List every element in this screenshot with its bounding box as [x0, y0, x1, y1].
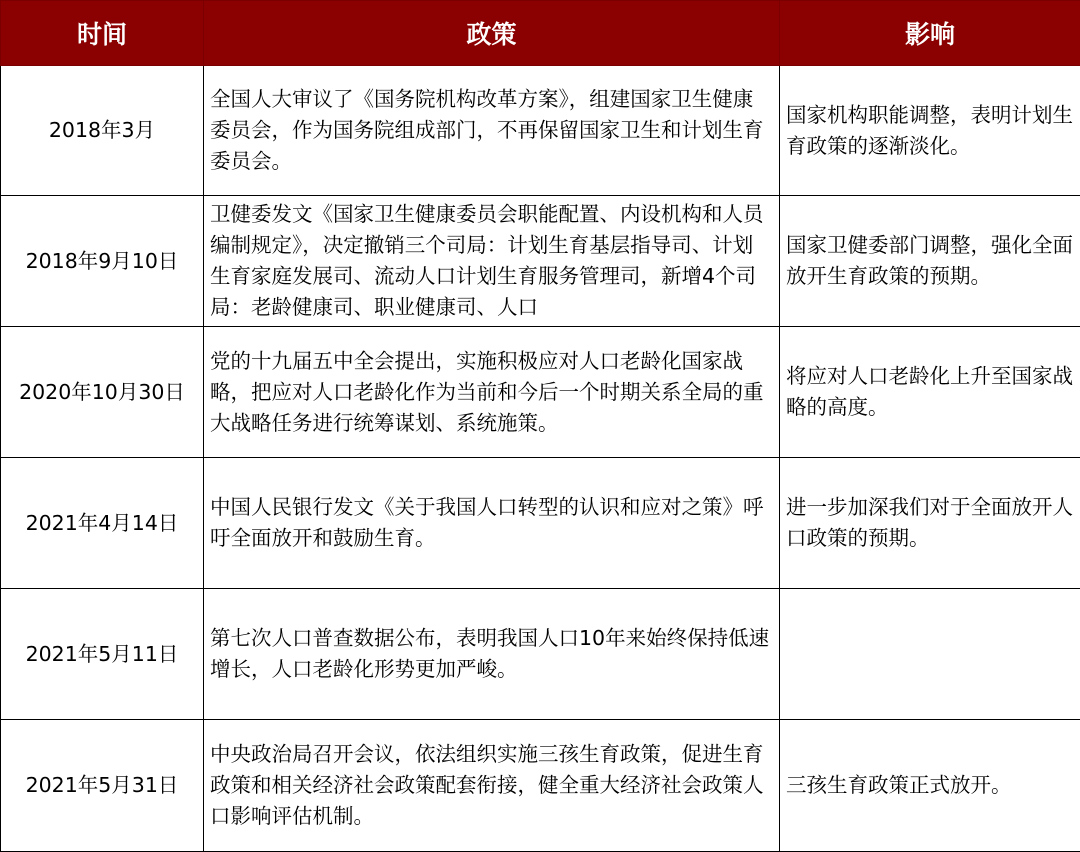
policy-text: 中央政治局召开会议，依法组织实施三孩生育政策，促进生育政策和相关经济社会政策配套衔接，健全重大经济社会政策人口影响评估机制。	[210, 739, 773, 832]
table-row	[1, 66, 1080, 196]
table-row	[1, 458, 1080, 589]
table-row	[1, 196, 1080, 327]
header-time: 时间	[1, 1, 204, 66]
policy-text: 全国人大审议了《国务院机构改革方案》，组建国家卫生健康委员会，作为国务院组成部门，不再保留国家卫生和计划生育委员会。	[210, 84, 773, 177]
time-cell: 2018年9月10日	[1, 196, 204, 327]
policy-cell	[204, 458, 780, 589]
table-row	[1, 327, 1080, 458]
policy-cell	[204, 66, 780, 196]
table-row	[1, 589, 1080, 720]
policy-text: 卫健委发文《国家卫生健康委员会职能配置、内设机构和人员编制规定》，决定撤销三个司局：计划生育基层指导司、计划生育家庭发展司、流动人口计划生育服务管理司，新增4个司局：老龄健康司、职业健康司、人口	[210, 199, 773, 323]
time-cell: 2021年5月11日	[1, 589, 204, 720]
impact-cell: 进一步加深我们对于全面放开人口政策的预期。	[780, 458, 1080, 589]
policy-text: 中国人民银行发文《关于我国人口转型的认识和应对之策》呼吁全面放开和鼓励生育。	[210, 492, 773, 554]
impact-cell: 国家机构职能调整，表明计划生育政策的逐渐淡化。	[780, 66, 1080, 196]
time-cell: 2021年4月14日	[1, 458, 204, 589]
table-row	[1, 720, 1080, 852]
policy-text: 党的十九届五中全会提出，实施积极应对人口老龄化国家战略，把应对人口老龄化作为当前和今后一个时期关系全局的重大战略任务进行统筹谋划、系统施策。	[210, 346, 773, 439]
policy-cell	[204, 589, 780, 720]
header-policy: 政策	[204, 1, 780, 66]
policy-cell	[204, 327, 780, 458]
header-row	[1, 1, 1080, 66]
impact-cell	[780, 589, 1080, 720]
impact-cell: 将应对人口老龄化上升至国家战略的高度。	[780, 327, 1080, 458]
policy-text: 第七次人口普查数据公布，表明我国人口10年来始终保持低速增长，人口老龄化形势更加严峻。	[210, 623, 773, 685]
policy-cell	[204, 720, 780, 852]
time-cell: 2018年3月	[1, 66, 204, 196]
impact-cell: 国家卫健委部门调整，强化全面放开生育政策的预期。	[780, 196, 1080, 327]
policy-cell	[204, 196, 780, 327]
header-impact: 影响	[780, 1, 1080, 66]
impact-cell: 三孩生育政策正式放开。	[780, 720, 1080, 852]
time-cell: 2020年10月30日	[1, 327, 204, 458]
time-cell: 2021年5月31日	[1, 720, 204, 852]
